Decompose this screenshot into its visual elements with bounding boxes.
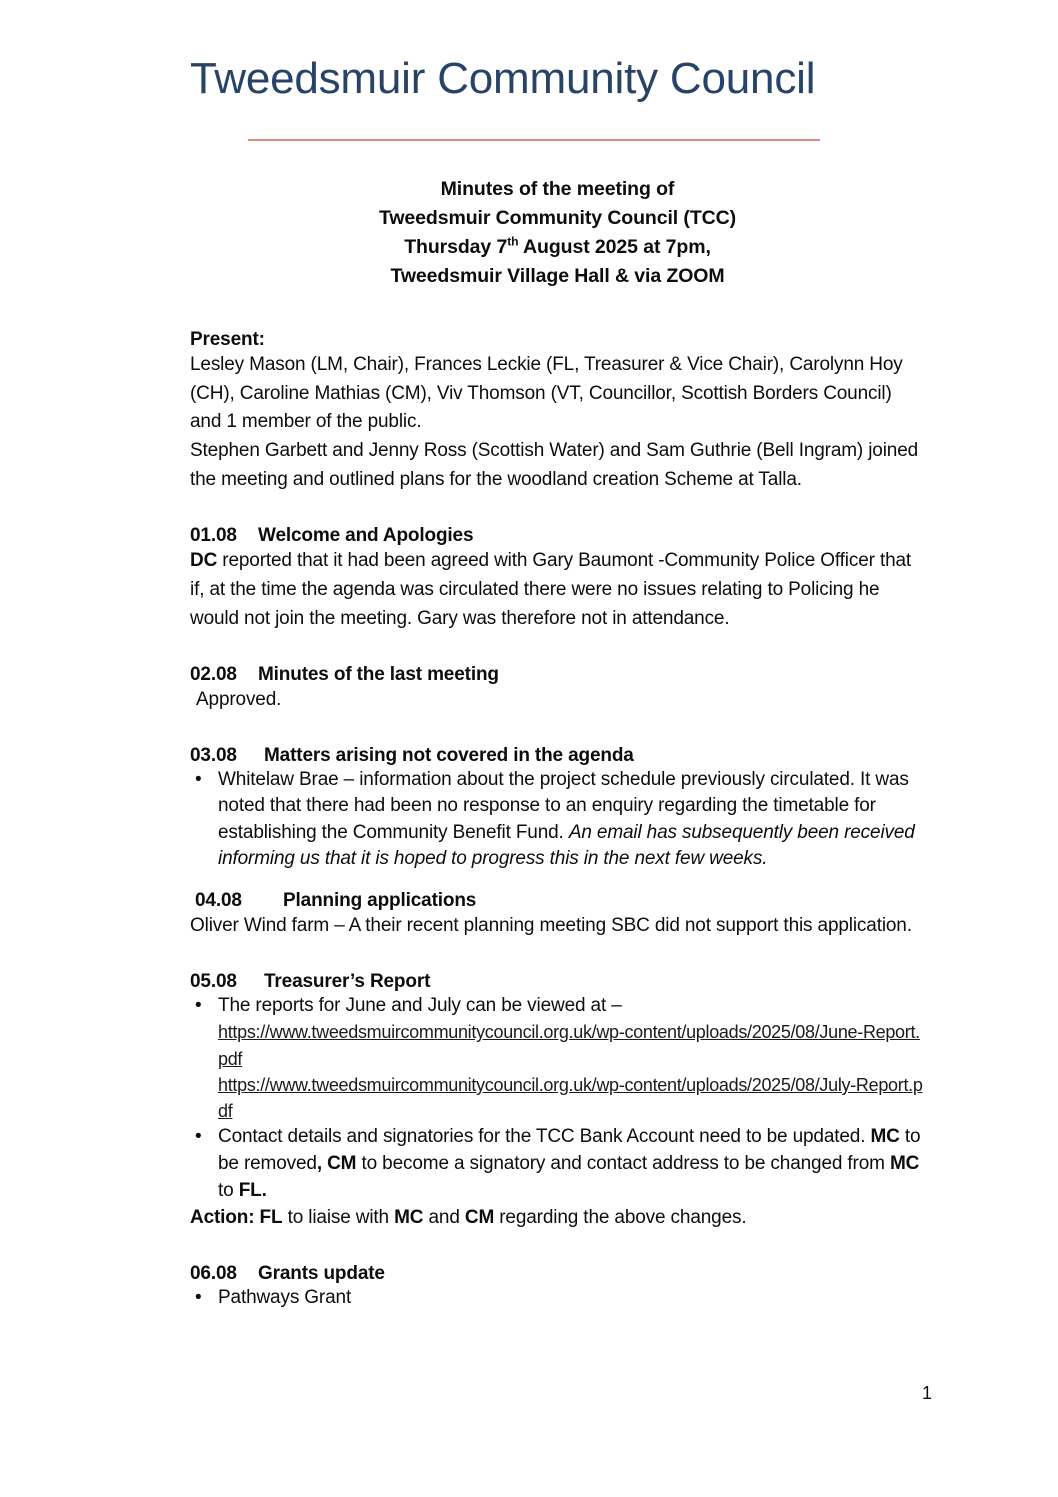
meeting-heading-line-2: Tweedsmuir Community Council (TCC) [379, 207, 736, 230]
meeting-date-prefix: Thursday 7 [404, 235, 508, 258]
meeting-heading-line-1: Minutes of the meeting of [440, 178, 675, 201]
list-item [190, 1285, 925, 1312]
bullet-icon: • [195, 768, 202, 790]
section-06-bullet-list [190, 1285, 925, 1312]
section-05-number: 05.08 [190, 970, 237, 992]
section-05-bullet-2-b1: MC [870, 1126, 900, 1148]
action-label: Action: [190, 1207, 255, 1229]
bullet-icon: • [195, 994, 202, 1016]
ordinal-suffix: th [507, 234, 519, 249]
section-06-number: 06.08 [190, 1263, 237, 1285]
bullet-icon: • [195, 1287, 202, 1309]
section-05-action-line [190, 1204, 925, 1233]
section-02-heading [190, 664, 925, 686]
section-03-title: Matters arising not covered in the agenda [264, 744, 634, 766]
section-06 [190, 1263, 925, 1312]
section-05-bullet-1: The reports for June and July can be viewed at – [218, 994, 622, 1016]
section-01-body-lead: DC [190, 550, 218, 572]
section-01-title: Welcome and Apologies [258, 525, 474, 547]
july-report-link[interactable]: https://www.tweedsmuircommunitycouncil.org.uk/wp-content/uploads/2025/08/July-Report.pdf [218, 1074, 923, 1122]
section-05 [190, 971, 925, 1233]
present-visitors: Stephen Garbett and Jenny Ross (Scottish Water) and Sam Guthrie (Bell Ingram) joined the meeting and outlined plans for the woodland creation Scheme at Talla. [190, 440, 919, 491]
action-b1: FL [259, 1207, 283, 1229]
meeting-heading-line-4: Tweedsmuir Village Hall & via ZOOM [390, 264, 725, 287]
organisation-title: Tweedsmuir Community Council [190, 54, 816, 103]
section-02 [190, 664, 925, 715]
meeting-heading-block [190, 175, 925, 290]
masthead-divider [248, 139, 820, 141]
section-03-bullet-1-plain: Whitelaw Brae – information about the project schedule previously circulated. It was noted that there had been no response to an enquiry regarding the timetable for establishing the Community Benefit Fund. [218, 768, 909, 843]
bullet-icon: • [195, 1126, 202, 1148]
section-05-links [190, 1019, 925, 1124]
section-05-bullet-2-b3: MC [889, 1153, 920, 1175]
list-item [190, 993, 925, 1020]
section-01-body [190, 547, 925, 634]
meeting-heading-line-3 [190, 233, 925, 262]
section-01 [190, 525, 925, 634]
action-b2: MC [394, 1207, 424, 1229]
section-05-bullet-2-p3: to become a signatory and contact address to be changed from [356, 1153, 890, 1175]
section-05-bullet-list-2 [190, 1124, 925, 1204]
list-item [190, 1124, 925, 1204]
list-item [190, 767, 925, 873]
section-06-bullet-1: Pathways Grant [218, 1287, 352, 1309]
section-05-heading [190, 971, 925, 993]
section-02-number: 02.08 [190, 663, 237, 685]
section-05-bullet-2-p4: to [218, 1179, 239, 1201]
section-03 [190, 745, 925, 873]
action-p1: to liaise with [282, 1207, 395, 1229]
section-04-body: Oliver Wind farm – A their recent planning meeting SBC did not support this application. [190, 914, 912, 936]
section-05-bullet-2-b2: , CM [316, 1153, 357, 1175]
june-report-link[interactable]: https://www.tweedsmuircommunitycouncil.org.uk/wp-content/uploads/2025/08/June-Report.pdf [218, 1022, 920, 1069]
section-03-number: 03.08 [190, 744, 237, 766]
present-attendees: Lesley Mason (LM, Chair), Frances Leckie (FL, Treasurer & Vice Chair), Carolynn Hoy (CH), Caroline Mathias (CM), Viv Thomson (VT, Councillor, Scottish Borders Council) and 1 member of the public. [190, 353, 903, 433]
section-04 [190, 890, 925, 941]
section-05-bullet-2-b4: FL. [238, 1179, 267, 1201]
section-05-bullet-list-1 [190, 993, 925, 1020]
section-04-title: Planning applications [283, 889, 477, 911]
masthead [190, 0, 925, 141]
section-01-number: 01.08 [190, 525, 237, 547]
section-06-title: Grants update [258, 1263, 385, 1285]
section-02-body: Approved. [196, 688, 282, 710]
section-03-bullet-1-italic: An email has subsequently been received informing us that it is hoped to progress this in the next few weeks. [218, 821, 915, 870]
section-01-body-rest: reported that it had been agreed with Gary Baumont -Community Police Officer that if, at the time the agenda was circulated there were no issues relating to Policing he would not join the meeting. Gary was therefore not in attendance. [190, 550, 912, 629]
present-label: Present: [190, 328, 265, 350]
action-p2: and [423, 1207, 465, 1229]
action-b3: CM [464, 1207, 495, 1229]
meeting-date-suffix: August 2025 at 7pm, [518, 235, 711, 258]
section-04-heading [190, 890, 925, 912]
page-number: 1 [921, 1383, 932, 1403]
section-03-bullet-list [190, 767, 925, 873]
action-p3: regarding the above changes. [494, 1207, 747, 1229]
section-05-bullet-2-p2: to be removed [218, 1126, 921, 1175]
section-05-bullet-2-p1: Contact details and signatories for the TCC Bank Account need to be updated. [218, 1126, 871, 1148]
section-05-title: Treasurer’s Report [264, 970, 431, 992]
section-03-heading [190, 745, 925, 767]
section-04-number: 04.08 [195, 889, 242, 911]
present-section [190, 329, 925, 495]
section-01-heading [190, 525, 925, 547]
section-02-title: Minutes of the last meeting [258, 663, 499, 685]
document-content [190, 0, 925, 1312]
section-06-heading [190, 1263, 925, 1285]
